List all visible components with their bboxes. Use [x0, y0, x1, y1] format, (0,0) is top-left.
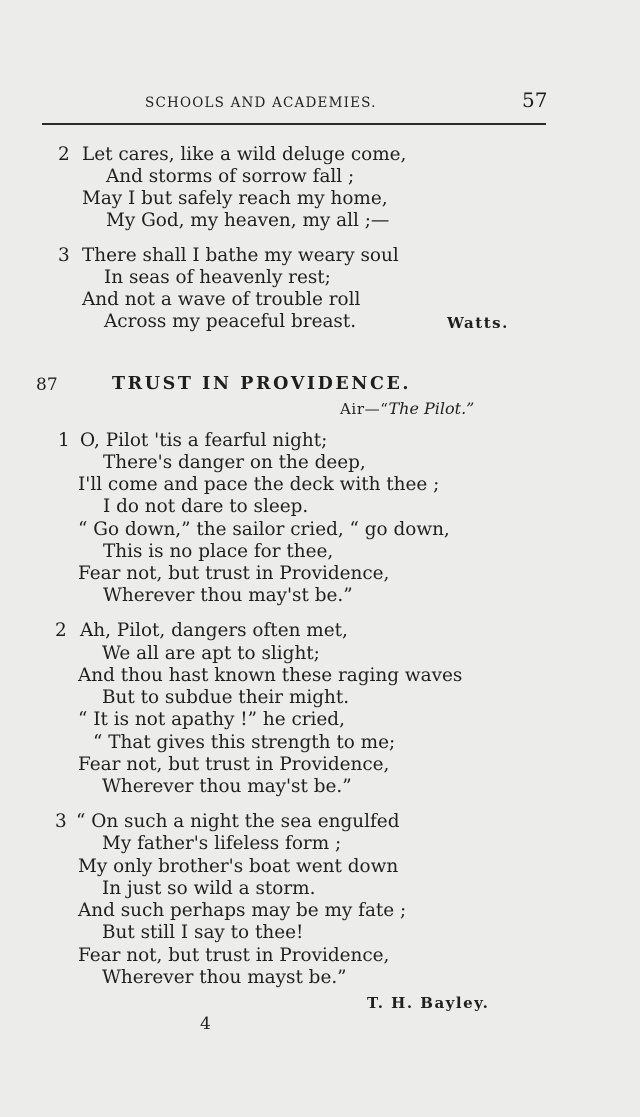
verse-line: My God, my heaven, my all ;— — [106, 210, 390, 231]
verse-line: Across my peaceful breast. — [104, 311, 357, 332]
verse-line: Fear not, but trust in Providence, — [78, 563, 390, 584]
verse-line: In just so wild a storm. — [102, 878, 316, 899]
verse-line: May I but safely reach my home, — [82, 188, 388, 209]
verse-line: In seas of heavenly rest; — [104, 267, 331, 288]
verse-line: My father's lifeless form ; — [102, 833, 342, 854]
verse-line: I'll come and pace the deck with thee ; — [78, 474, 440, 495]
verse-line: “ Go down,” the sailor cried, “ go down, — [78, 519, 450, 540]
hymn-number: 87 — [36, 375, 58, 395]
hymn-title: TRUST IN PROVIDENCE. — [112, 374, 412, 394]
verse-line: O, Pilot 'tis a fearful night; — [80, 430, 328, 451]
author-attribution: Watts. — [447, 314, 509, 332]
page-number: 57 — [522, 88, 548, 112]
stanza-number: 2 — [55, 620, 67, 641]
verse-line: And thou hast known these raging waves — [78, 665, 463, 686]
stanza-number: 3 — [55, 811, 67, 832]
verse-line: We all are apt to slight; — [102, 643, 320, 664]
verse-line: And not a wave of trouble roll — [82, 289, 361, 310]
printer-signature-mark: 4 — [200, 1014, 211, 1034]
verse-line: Fear not, but trust in Providence, — [78, 945, 390, 966]
header-rule — [42, 123, 546, 125]
verse-line: Let cares, like a wild deluge come, — [82, 144, 407, 165]
stanza-number: 3 — [58, 245, 70, 266]
verse-line: There shall I bathe my weary soul — [82, 245, 399, 266]
author-attribution: T. H. Bayley. — [367, 994, 490, 1012]
verse-line: Wherever thou may'st be.” — [103, 585, 353, 606]
air-label — [340, 399, 474, 418]
verse-line: I do not dare to sleep. — [103, 496, 309, 517]
verse-line: “ That gives this strength to me; — [93, 732, 396, 753]
stanza-number: 2 — [58, 144, 70, 165]
verse-line: My only brother's boat went down — [78, 856, 399, 877]
verse-line: And such perhaps may be my fate ; — [78, 900, 407, 921]
verse-line: But to subdue their might. — [102, 687, 350, 708]
air-tune-name: The Pilot.” — [388, 399, 475, 418]
verse-line: Wherever thou may'st be.” — [102, 776, 352, 797]
verse-line: Fear not, but trust in Providence, — [78, 754, 390, 775]
air-label-text: Air—“ — [340, 400, 389, 418]
verse-line: And storms of sorrow fall ; — [106, 166, 355, 187]
verse-line: There's danger on the deep, — [103, 452, 366, 473]
running-head: SCHOOLS AND ACADEMIES. — [145, 95, 377, 111]
verse-line: Ah, Pilot, dangers often met, — [80, 620, 348, 641]
verse-line: This is no place for thee, — [103, 541, 334, 562]
verse-line: “ On such a night the sea engulfed — [76, 811, 400, 832]
stanza-number: 1 — [58, 430, 70, 451]
verse-line: “ It is not apathy !” he cried, — [78, 709, 345, 730]
verse-line: Wherever thou mayst be.” — [102, 967, 347, 988]
verse-line: But still I say to thee! — [102, 922, 304, 943]
